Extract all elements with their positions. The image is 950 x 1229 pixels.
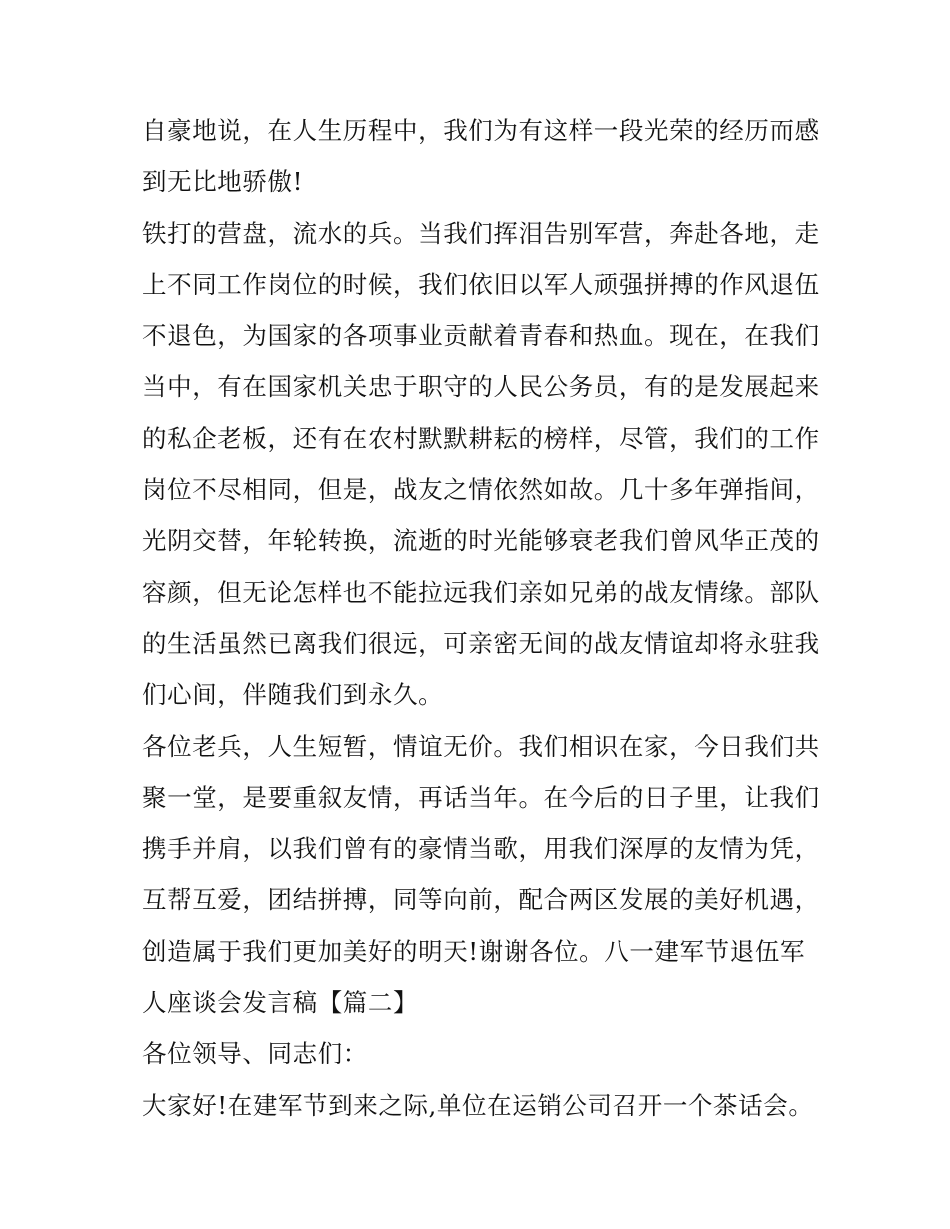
text-line: 大家好!在建军节到来之际,单位在运销公司召开一个茶话会。 xyxy=(142,1090,814,1120)
text-line: 铁打的营盘，流水的兵。当我们挥泪告别军营，奔赴各地，走 xyxy=(142,218,820,248)
text-line: 的生活虽然已离我们很远，可亲密无间的战友情谊却将永驻我 xyxy=(142,628,820,658)
text-line: 聚一堂，是要重叙友情，再话当年。在今后的日子里，让我们 xyxy=(142,782,820,812)
text-line: 各位老兵，人生短暂，情谊无价。我们相识在家，今日我们共 xyxy=(142,731,820,761)
text-line: 携手并肩，以我们曾有的豪情当歌，用我们深厚的友情为凭， xyxy=(142,834,820,864)
text-line: 自豪地说，在人生历程中，我们为有这样一段光荣的经历而感 xyxy=(142,116,820,145)
text-line: 不退色，为国家的各项事业贡献着青春和热血。现在，在我们 xyxy=(142,321,820,351)
text-line: 创造属于我们更加美好的明天!谢谢各位。八一建军节退伍军 xyxy=(142,936,806,966)
text-line: 们心间，伴随我们到永久。 xyxy=(142,680,444,710)
text-line: 人座谈会发言稿【篇二】 xyxy=(142,988,419,1018)
text-line: 岗位不尽相同，但是，战友之情依然如故。几十多年弹指间， xyxy=(142,475,820,505)
text-line: 的私企老板，还有在农村默默耕耘的榜样，尽管，我们的工作 xyxy=(142,423,820,453)
text-line: 到无比地骄傲! xyxy=(142,167,304,197)
text-line: 容颜，但无论怎样也不能拉远我们亲如兄弟的战友情缘。部队 xyxy=(142,577,820,607)
text-line: 光阴交替，年轮转换，流逝的时光能够衰老我们曾风华正茂的 xyxy=(142,526,820,556)
text-line: 上不同工作岗位的时候，我们依旧以军人顽强拼搏的作风退伍 xyxy=(142,269,820,299)
text-line: 互帮互爱，团结拼搏，同等向前，配合两区发展的美好机遇， xyxy=(142,885,820,915)
body-text xyxy=(142,105,822,1131)
text-line: 各位领导、同志们： xyxy=(142,1039,368,1069)
text-line: 当中，有在国家机关忠于职守的人民公务员，有的是发展起来 xyxy=(142,372,820,402)
